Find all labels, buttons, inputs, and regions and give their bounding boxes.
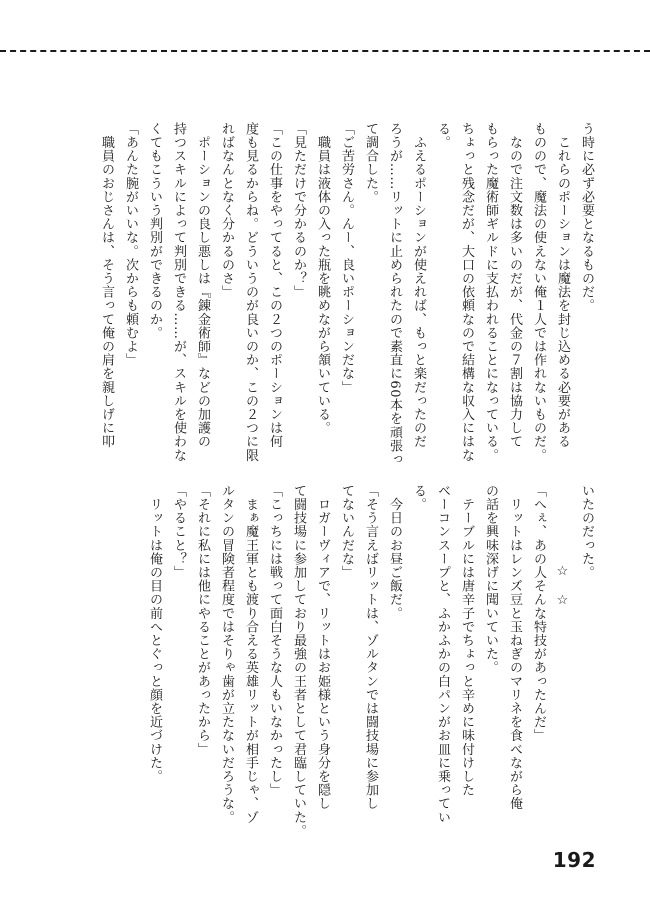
text-line: う時に必ず必要となるものだ。: [579, 122, 594, 313]
text-line: 「ご苦労さん。んー、良いポーションだな」: [339, 122, 354, 394]
text-line: ろうが……リットに止められたので素直に60本を頑張っ: [387, 122, 402, 467]
text-line: なので注文数は多いのだが、代金の７割は協力して: [507, 122, 522, 449]
text-line: 「この仕事をやってると、この２つのポーションは何: [267, 122, 282, 449]
text-line: テーブルには唐辛子でちょっと辛めに味付けした: [459, 484, 474, 797]
text-line: 職員のおじさんは、そう言って俺の肩を親しげに叩: [99, 122, 114, 449]
text-line: 持つスキルによって判別できる……が、スキルを使わな: [171, 122, 186, 462]
text-line: 「あんた腕がいいな。次からも頼むよ」: [123, 122, 138, 367]
text-line: 「やること？」: [171, 484, 186, 580]
page-number: 192: [552, 848, 596, 872]
text-line: ふえるポーションが使えれば、もっと楽だったのだ: [411, 122, 426, 449]
text-line: の話を興味深げに聞いていた。: [483, 484, 498, 675]
text-line: ものので、魔法の使えない俺１人では作れないものだ。: [531, 122, 546, 462]
text-line: ルタンの冒険者程度ではそりゃ歯が立たないだろうな。: [219, 484, 234, 824]
text-line: 職員は液体の入った瓶を眺めながら頷いている。: [315, 122, 330, 435]
text-line: てないんだな」: [339, 484, 354, 580]
text-line: 度も見るからね。どういうのが良いのか、この２つに限: [243, 122, 258, 462]
upper-text-block: [94, 122, 598, 467]
text-line: ロガーヴィアで、リットはお姫様という身分を隠し: [315, 484, 330, 811]
text-line: 「そう言えばリットは、ゾルタンでは闘技場に参加し: [363, 484, 378, 811]
text-line: まぁ魔王軍とも渡り合える英雄リットが相手じゃ、ゾ: [243, 484, 258, 824]
text-line: 「見ただけで分かるのか？」: [291, 122, 306, 299]
text-line: リットは俺の目の前へとぐっと顔を近づけた。: [147, 484, 162, 784]
text-line: る。: [435, 122, 450, 150]
lower-text-block: [142, 484, 598, 838]
text-line: リットはレンズ豆と玉ねぎのマリネを食べながら俺: [507, 484, 522, 811]
text-line: ポーションの良し悪しは『錬金術師』などの加護の: [195, 122, 210, 449]
text-line: ちょっと残念だが、大口の依頼なので結構な収入にはな: [459, 122, 474, 462]
text-line: くてもこういう判別ができるのか。: [147, 122, 162, 340]
text-line: る。: [411, 484, 426, 512]
text-line: 「こっちには戦って面白そうな人もいなかったし」: [267, 484, 282, 797]
text-line: いたのだった。: [579, 484, 594, 580]
text-line: て調合した。: [363, 122, 378, 204]
text-line: 「へぇ、あの人そんな特技があったんだ」: [531, 484, 546, 743]
text-line: ればなんとなく分かるのさ」: [219, 122, 234, 299]
text-line: 今日のお昼ご飯だ。: [387, 484, 402, 620]
text-line: ベーコンスープと、ふかふかの白パンがお皿に乗ってい: [435, 484, 450, 824]
text-line: 「それに私には他にやることがあったから」: [195, 484, 210, 756]
text-line: これらのポーションは魔法を封じ込める必要がある: [555, 122, 570, 449]
text-line: もらった魔術師ギルドに支払われることになっている。: [483, 122, 498, 462]
text-line: ☆☆: [555, 564, 570, 622]
text-line: て闘技場に参加しており最強の王者として君臨していた。: [291, 484, 306, 838]
header-dashed-rule: [0, 50, 650, 52]
